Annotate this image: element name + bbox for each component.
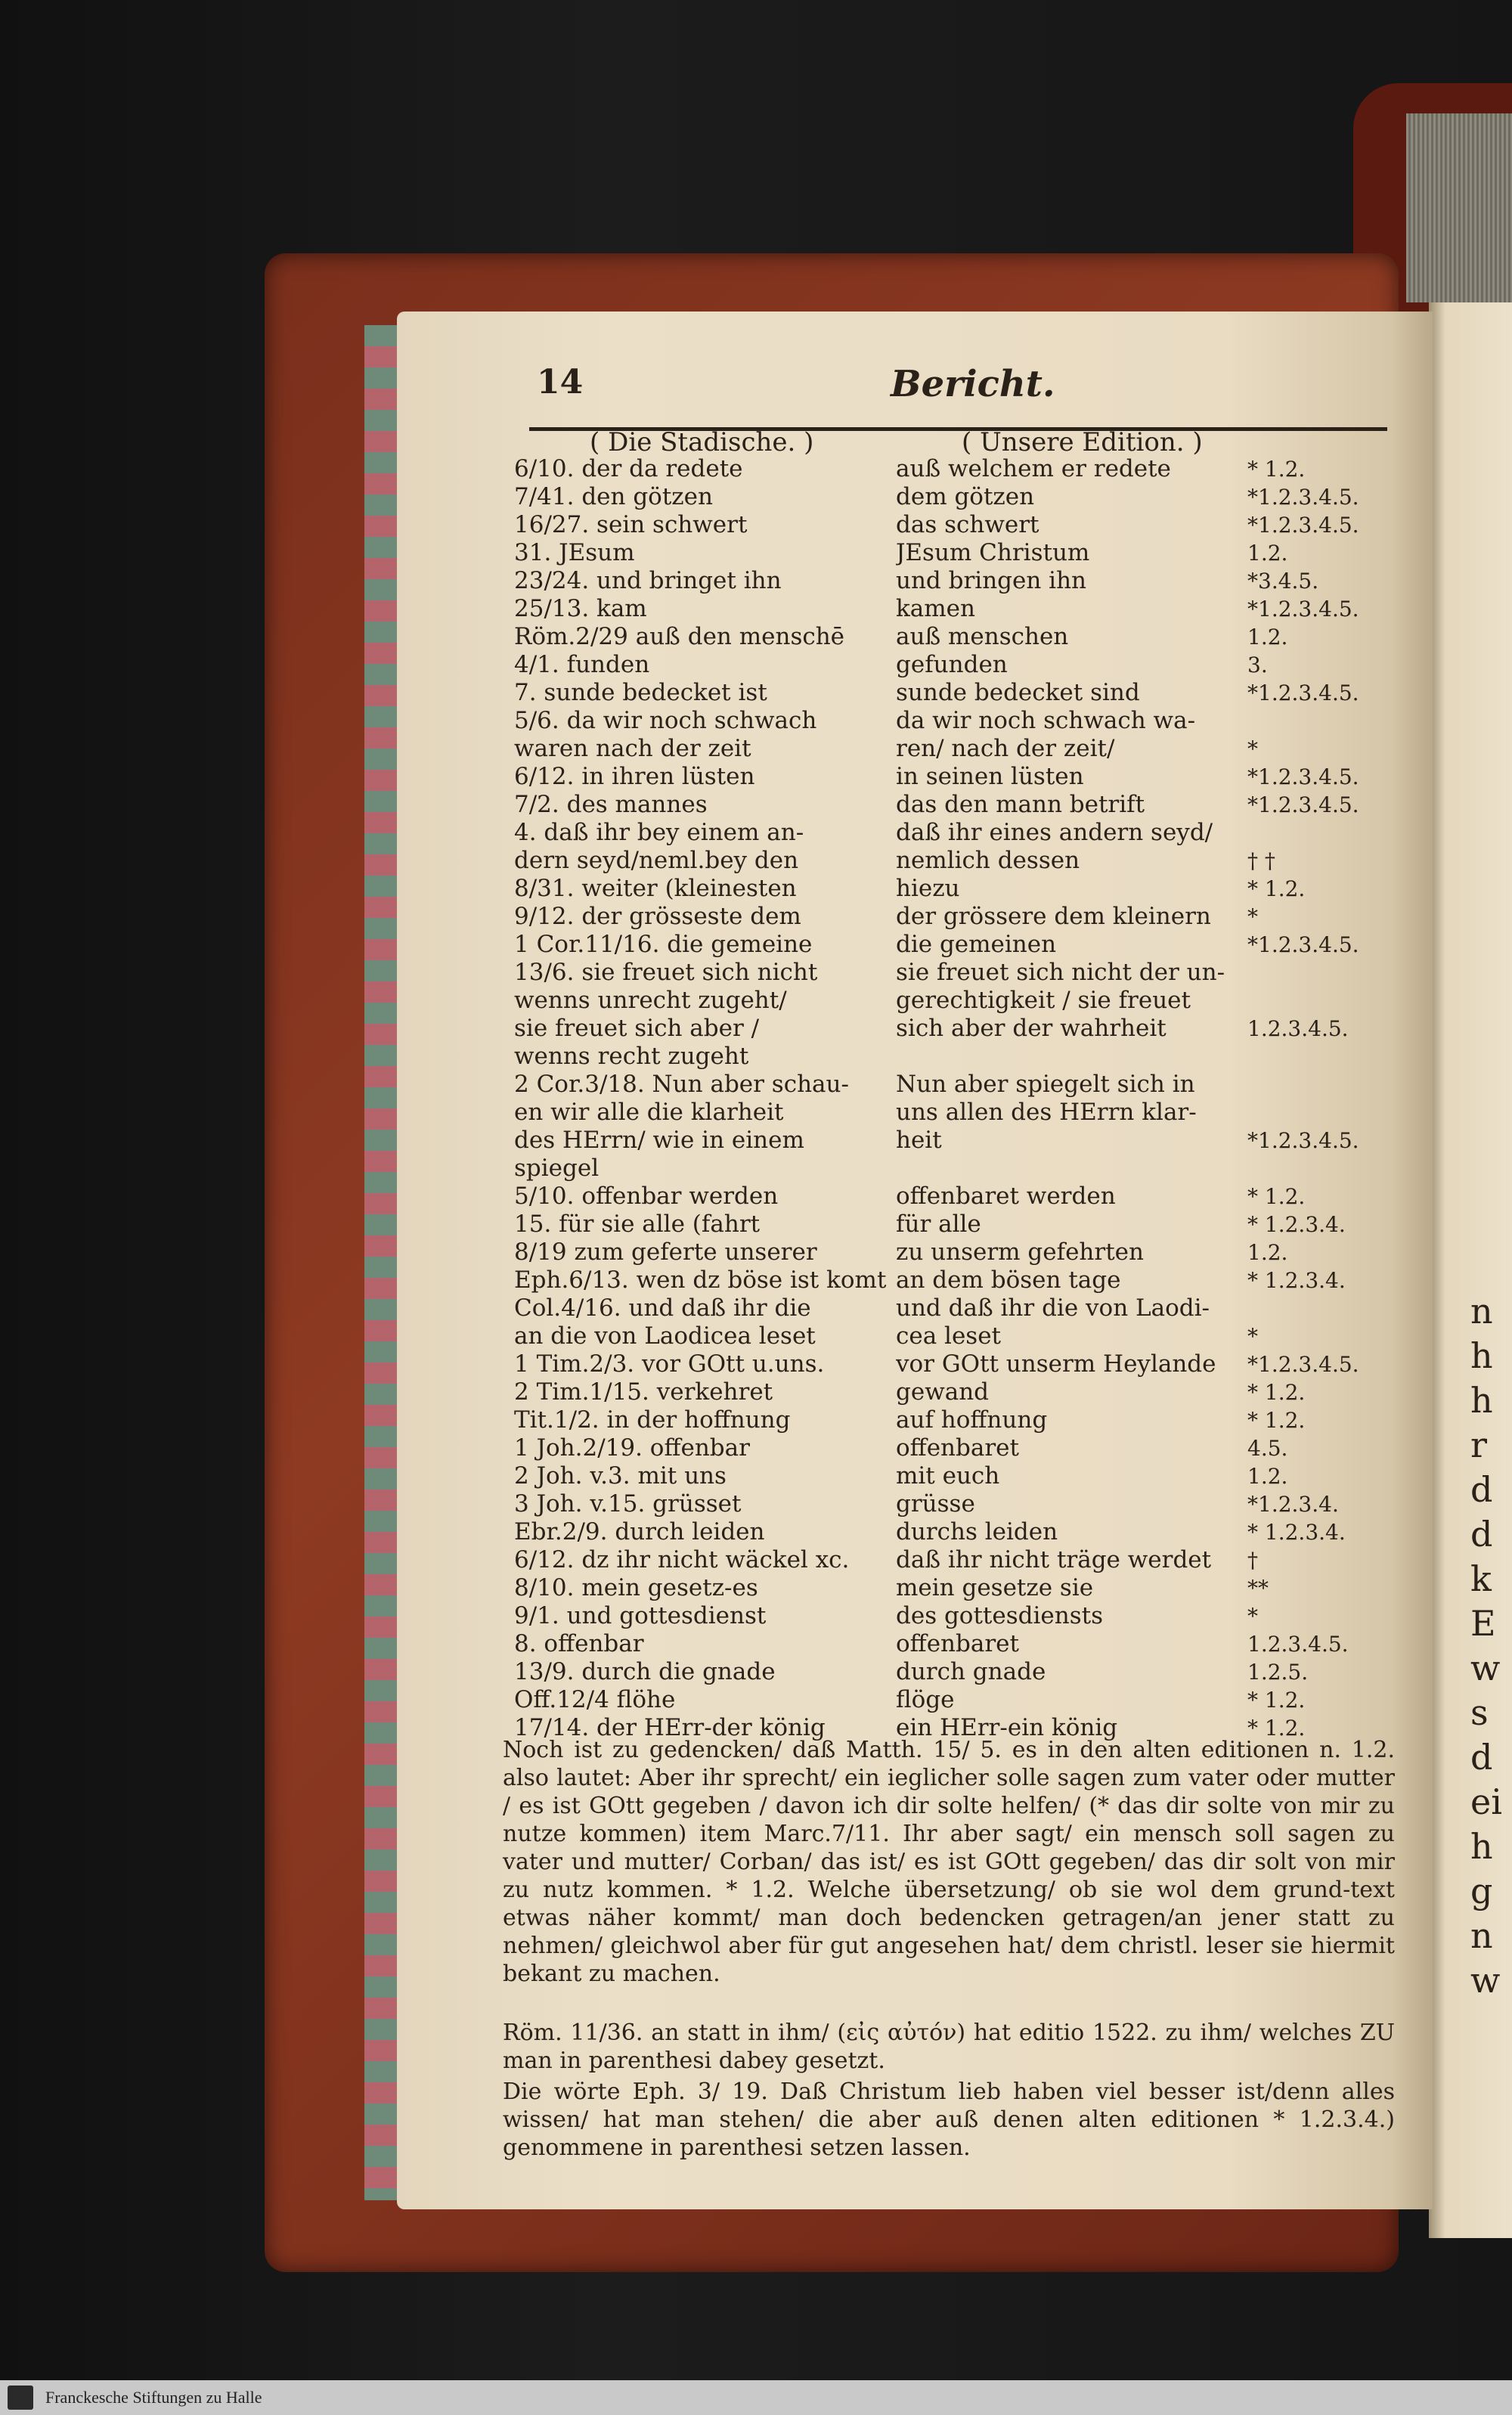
- new-reading: die gemeinen: [896, 931, 1057, 958]
- facing-letter: E: [1470, 1603, 1496, 1644]
- notes: [503, 1736, 1395, 1991]
- footer-institution: Franckesche Stiftungen zu Halle: [45, 2388, 262, 2407]
- edition-ref: 3.: [1247, 653, 1268, 677]
- table-row: [514, 1406, 1391, 1434]
- new-reading: ein HErr-ein könig: [896, 1714, 1118, 1741]
- table-row: [514, 791, 1391, 819]
- edition-ref: † †: [1247, 848, 1275, 873]
- edition-ref: *1.2.3.4.5.: [1247, 485, 1359, 510]
- new-reading: auß welchem er redete: [896, 455, 1171, 482]
- new-reading: des gottesdiensts: [896, 1602, 1103, 1629]
- institution-logo-icon: [8, 2386, 33, 2410]
- new-reading: an dem bösen tage: [896, 1266, 1121, 1294]
- facing-letter: n: [1470, 1915, 1493, 1956]
- table-row: [514, 483, 1391, 511]
- table-row: [514, 1434, 1391, 1462]
- table-row: [514, 1490, 1391, 1518]
- edition-ref: 1.2.3.4.5.: [1247, 1016, 1349, 1041]
- old-reading: 2 Joh. v.3. mit uns: [514, 1462, 727, 1490]
- table-row: [514, 1574, 1391, 1602]
- errata-table: [514, 455, 1391, 1742]
- new-reading: offenbaret werden: [896, 1183, 1116, 1210]
- new-reading: sunde bedecket sind: [896, 679, 1140, 706]
- edition-ref: * 1.2.: [1247, 1184, 1306, 1209]
- table-row: [514, 511, 1391, 539]
- table-row: [514, 875, 1391, 903]
- new-reading: nemlich dessen: [896, 847, 1080, 874]
- edition-ref: *1.2.3.4.5.: [1247, 680, 1359, 705]
- notes-2: [503, 2019, 1395, 2165]
- edition-ref: †: [1247, 1548, 1258, 1573]
- new-reading: das schwert: [896, 511, 1040, 538]
- old-reading: Röm.2/29 auß den menschē: [514, 623, 845, 650]
- old-reading: 6/10. der da redete: [514, 455, 743, 482]
- old-reading: Ebr.2/9. durch leiden: [514, 1518, 765, 1545]
- facing-letter: g: [1470, 1871, 1493, 1911]
- column-head-right: ( Unsere Edition. ): [962, 427, 1203, 457]
- edition-ref: * 1.2.: [1247, 876, 1306, 901]
- old-reading: des HErrn/ wie in einem: [514, 1127, 804, 1154]
- facing-letter: d: [1470, 1737, 1493, 1778]
- facing-letter: h: [1470, 1380, 1493, 1421]
- table-row: [514, 1546, 1391, 1574]
- old-reading: 8. offenbar: [514, 1630, 644, 1657]
- edition-ref: 1.2.: [1247, 1240, 1288, 1265]
- new-reading: hiezu: [896, 875, 960, 902]
- edition-ref: 1.2.3.4.5.: [1247, 1632, 1349, 1657]
- table-row: [514, 987, 1391, 1015]
- new-reading: sich aber der wahrheit: [896, 1015, 1167, 1042]
- new-reading: daß ihr nicht träge werdet: [896, 1546, 1212, 1573]
- table-row: [514, 1015, 1391, 1043]
- new-reading: flöge: [896, 1686, 955, 1713]
- old-reading: 6/12. dz ihr nicht wäckel xc.: [514, 1546, 850, 1573]
- new-reading: und bringen ihn: [896, 567, 1087, 594]
- facing-letter: d: [1470, 1469, 1493, 1510]
- table-row: [514, 1183, 1391, 1211]
- old-reading: 7/2. des mannes: [514, 791, 708, 818]
- table-row: [514, 931, 1391, 959]
- footer-bar: [0, 2380, 1512, 2415]
- old-reading: 23/24. und bringet ihn: [514, 567, 782, 594]
- facing-letter: h: [1470, 1335, 1493, 1376]
- table-row: [514, 1686, 1391, 1714]
- edition-ref: *3.4.5.: [1247, 569, 1319, 594]
- new-reading: JEsum Christum: [896, 539, 1090, 566]
- old-reading: Col.4/16. und daß ihr die: [514, 1294, 811, 1322]
- new-reading: offenbaret: [896, 1630, 1019, 1657]
- table-row: [514, 959, 1391, 987]
- new-reading: daß ihr eines andern seyd/: [896, 819, 1213, 846]
- facing-letter: s: [1470, 1692, 1489, 1733]
- edition-ref: * 1.2.3.4.: [1247, 1520, 1346, 1545]
- old-reading: 5/6. da wir noch schwach: [514, 707, 817, 734]
- new-reading: kamen: [896, 595, 975, 622]
- edition-ref: *1.2.3.4.5.: [1247, 792, 1359, 817]
- table-row: [514, 679, 1391, 707]
- edition-ref: 1.2.5.: [1247, 1660, 1309, 1685]
- old-reading: 2 Cor.3/18. Nun aber schau-: [514, 1071, 849, 1098]
- edition-ref: *1.2.3.4.: [1247, 1492, 1339, 1517]
- edition-ref: *: [1247, 1604, 1258, 1629]
- new-reading: sie freuet sich nicht der un-: [896, 959, 1225, 986]
- table-row: [514, 567, 1391, 595]
- table-row: [514, 455, 1391, 483]
- table-row: [514, 1071, 1391, 1099]
- table-row: [514, 651, 1391, 679]
- old-reading: 15. für sie alle (fahrt: [514, 1211, 761, 1238]
- edition-ref: * 1.2.: [1247, 1408, 1306, 1433]
- table-row: [514, 735, 1391, 763]
- new-reading: und daß ihr die von Laodi-: [896, 1294, 1210, 1322]
- old-reading: waren nach der zeit: [514, 735, 751, 762]
- new-reading: da wir noch schwach wa-: [896, 707, 1196, 734]
- table-row: [514, 1658, 1391, 1686]
- edition-ref: *1.2.3.4.5.: [1247, 764, 1359, 789]
- table-row: [514, 903, 1391, 931]
- old-reading: 1 Joh.2/19. offenbar: [514, 1434, 750, 1462]
- table-row: [514, 1518, 1391, 1546]
- old-reading: 13/9. durch die gnade: [514, 1658, 776, 1685]
- new-reading: grüsse: [896, 1490, 975, 1518]
- table-row: [514, 1239, 1391, 1266]
- new-reading: auf hoffnung: [896, 1406, 1048, 1434]
- facing-letter: h: [1470, 1826, 1493, 1867]
- table-row: [514, 623, 1391, 651]
- running-head: Bericht.: [891, 363, 1055, 405]
- old-reading: an die von Laodicea leset: [514, 1322, 816, 1350]
- old-reading: 1 Cor.11/16. die gemeine: [514, 931, 813, 958]
- new-reading: mit euch: [896, 1462, 1000, 1490]
- background-book-pages: [1406, 113, 1512, 302]
- new-reading: heit: [896, 1127, 942, 1154]
- old-reading: 25/13. kam: [514, 595, 647, 622]
- table-row: [514, 1211, 1391, 1239]
- old-reading: 5/10. offenbar werden: [514, 1183, 779, 1210]
- facing-letter: w: [1470, 1960, 1501, 2001]
- edition-ref: *1.2.3.4.5.: [1247, 513, 1359, 538]
- note-paragraph: Die wörte Eph. 3/ 19. Daß Christum lieb haben viel besser ist/denn alles wissen/ hat man stehen/ die aber auß denen alten editionen * 1.2.3.4.) genommene in parenthesi setzen lassen.: [503, 2079, 1395, 2161]
- edition-ref: * 1.2.3.4.: [1247, 1212, 1346, 1237]
- old-reading: spiegel: [514, 1155, 600, 1182]
- edition-ref: * 1.2.: [1247, 1688, 1306, 1713]
- new-reading: durch gnade: [896, 1658, 1046, 1685]
- new-reading: zu unserm gefehrten: [896, 1239, 1144, 1266]
- edition-ref: 1.2.: [1247, 625, 1288, 649]
- facing-letter: d: [1470, 1514, 1493, 1555]
- edition-ref: *1.2.3.4.5.: [1247, 932, 1359, 957]
- column-head-left: ( Die Stadische. ): [590, 427, 814, 457]
- table-row: [514, 819, 1391, 847]
- edition-ref: 1.2.: [1247, 1464, 1288, 1489]
- new-reading: cea leset: [896, 1322, 1002, 1350]
- old-reading: 8/19 zum geferte unserer: [514, 1239, 817, 1266]
- new-reading: durchs leiden: [896, 1518, 1058, 1545]
- old-reading: 31. JEsum: [514, 539, 635, 566]
- old-reading: 17/14. der HErr-der könig: [514, 1714, 826, 1741]
- old-reading: 1 Tim.2/3. vor GOtt u.uns.: [514, 1350, 825, 1378]
- edition-ref: * 1.2.: [1247, 1716, 1306, 1741]
- edition-ref: *1.2.3.4.5.: [1247, 1352, 1359, 1377]
- old-reading: 6/12. in ihren lüsten: [514, 763, 755, 790]
- table-row: [514, 1127, 1391, 1155]
- edition-ref: *1.2.3.4.5.: [1247, 597, 1359, 622]
- old-reading: wenns unrecht zugeht/: [514, 987, 787, 1014]
- facing-page-text: [1470, 1289, 1502, 2003]
- table-row: [514, 1602, 1391, 1630]
- table-row: [514, 707, 1391, 735]
- edition-ref: * 1.2.: [1247, 457, 1306, 482]
- note-paragraph: Röm. 11/36. an statt in ihm/ (εἰς αὐτόν) hat editio 1522. zu ihm/ welches ZU man in parenthesi dabey gesetzt.: [503, 2020, 1395, 2074]
- facing-letter: ei: [1470, 1781, 1502, 1822]
- edition-ref: 4.5.: [1247, 1436, 1288, 1461]
- new-reading: uns allen des HErrn klar-: [896, 1099, 1197, 1126]
- old-reading: 16/27. sein schwert: [514, 511, 748, 538]
- old-reading: 8/31. weiter (kleinesten: [514, 875, 797, 902]
- new-reading: gewand: [896, 1378, 990, 1406]
- new-reading: in seinen lüsten: [896, 763, 1084, 790]
- edition-ref: * 1.2.: [1247, 1380, 1306, 1405]
- old-reading: Eph.6/13. wen dz böse ist komt: [514, 1266, 887, 1294]
- edition-ref: **: [1247, 1576, 1269, 1601]
- old-reading: 4/1. funden: [514, 651, 650, 678]
- facing-letter: r: [1470, 1425, 1487, 1465]
- table-row: [514, 1099, 1391, 1127]
- new-reading: Nun aber spiegelt sich in: [896, 1071, 1195, 1098]
- facing-letter: n: [1470, 1291, 1493, 1332]
- edition-ref: *: [1247, 904, 1258, 929]
- facing-letter: k: [1470, 1558, 1492, 1599]
- old-reading: en wir alle die klarheit: [514, 1099, 784, 1126]
- old-reading: Tit.1/2. in der hoffnung: [514, 1406, 791, 1434]
- table-row: [514, 1155, 1391, 1183]
- table-row: [514, 1350, 1391, 1378]
- table-row: [514, 539, 1391, 567]
- table-row: [514, 1378, 1391, 1406]
- edition-ref: * 1.2.3.4.: [1247, 1268, 1346, 1293]
- new-reading: mein gesetze sie: [896, 1574, 1094, 1601]
- old-reading: 7. sunde bedecket ist: [514, 679, 767, 706]
- table-row: [514, 1043, 1391, 1071]
- old-reading: 8/10. mein gesetz-es: [514, 1574, 758, 1601]
- edition-ref: *: [1247, 736, 1258, 761]
- new-reading: gefunden: [896, 651, 1008, 678]
- new-reading: das den mann betrift: [896, 791, 1145, 818]
- facing-letter: w: [1470, 1648, 1501, 1688]
- table-row: [514, 595, 1391, 623]
- new-reading: auß menschen: [896, 623, 1069, 650]
- note-paragraph: Noch ist zu gedencken/ daß Matth. 15/ 5. es in den alten editionen n. 1.2. also lautet: Aber ihr sprecht/ ein ieglicher solle sagen zum vater oder mutter / es ist GOtt gegeben / davon ich dir solte helfen/ (* das dir solte von mir zu nutze kommen) item Marc.7/11. Ihr aber sagt/ ein mensch soll sagen zu vater und mutter/ Corban/ das ist/ es ist GOtt gegeben/ das dir solt von mir zu nutz kommen. * 1.2. Welche übersetzung/ ob sie wol dem grund-text etwas näher kommt/ man doch bedencken getragen/an jener statt zu nehmen/ gleichwol aber für gut angesehen hat/ dem christl. leser sie hiermit bekant zu machen.: [503, 1737, 1395, 1987]
- table-row: [514, 1322, 1391, 1350]
- table-row: [514, 1462, 1391, 1490]
- new-reading: der grössere dem kleinern: [896, 903, 1211, 930]
- page-number: 14: [537, 363, 584, 401]
- table-row: [514, 1630, 1391, 1658]
- old-reading: 4. daß ihr bey einem an-: [514, 819, 804, 846]
- new-reading: offenbaret: [896, 1434, 1019, 1462]
- table-row: [514, 847, 1391, 875]
- new-reading: dem götzen: [896, 483, 1035, 510]
- old-reading: 13/6. sie freuet sich nicht: [514, 959, 818, 986]
- new-reading: für alle: [896, 1211, 981, 1238]
- table-row: [514, 763, 1391, 791]
- new-reading: gerechtigkeit / sie freuet: [896, 987, 1191, 1014]
- new-reading: ren/ nach der zeit/: [896, 735, 1115, 762]
- old-reading: sie freuet sich aber /: [514, 1015, 760, 1042]
- edition-ref: *1.2.3.4.5.: [1247, 1128, 1359, 1153]
- old-reading: Off.12/4 flöhe: [514, 1686, 676, 1713]
- table-row: [514, 1266, 1391, 1294]
- edition-ref: 1.2.: [1247, 541, 1288, 566]
- old-reading: wenns recht zugeht: [514, 1043, 749, 1070]
- new-reading: vor GOtt unserm Heylande: [896, 1350, 1216, 1378]
- old-reading: 9/12. der grösseste dem: [514, 903, 801, 930]
- old-reading: 2 Tim.1/15. verkehret: [514, 1378, 773, 1406]
- edition-ref: *: [1247, 1324, 1258, 1349]
- old-reading: dern seyd/neml.bey den: [514, 847, 799, 874]
- old-reading: 7/41. den götzen: [514, 483, 713, 510]
- table-row: [514, 1294, 1391, 1322]
- old-reading: 9/1. und gottesdienst: [514, 1602, 767, 1629]
- old-reading: 3 Joh. v.15. grüsset: [514, 1490, 742, 1518]
